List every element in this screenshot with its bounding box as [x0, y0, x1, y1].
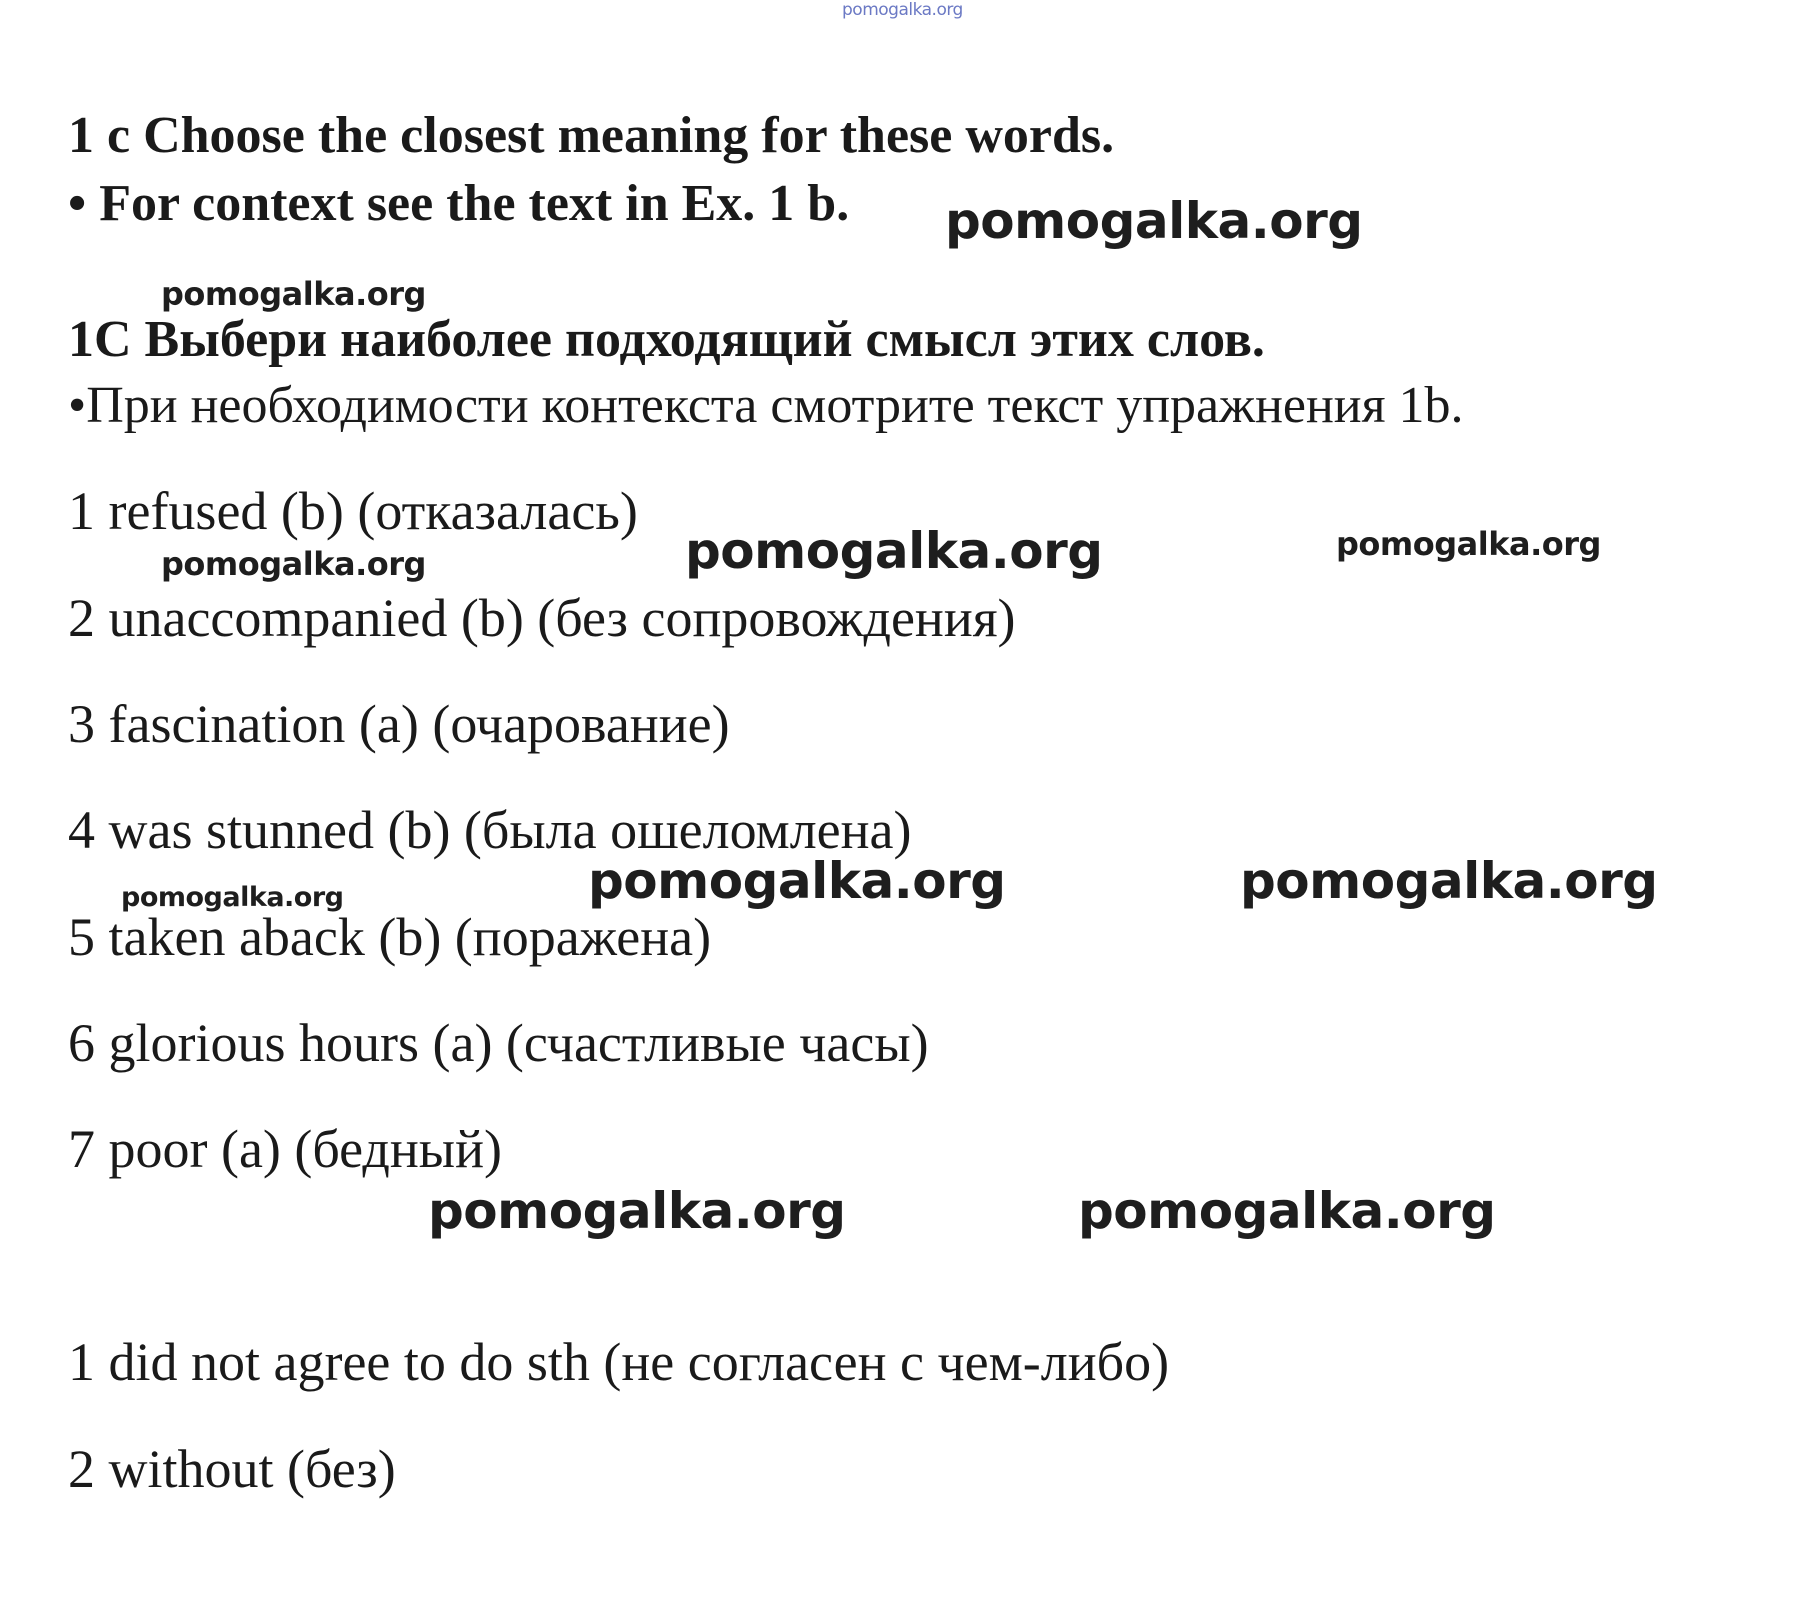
watermark: pomogalka.org	[428, 1182, 846, 1240]
watermark: pomogalka.org	[685, 522, 1103, 580]
exercise-title-ru: 1С Выбери наиболее подходящий смысл этих слов.	[68, 311, 1265, 368]
answer-item-7: 7 poor (a) (бедный)	[68, 1119, 502, 1179]
watermark-top: pomogalka.org	[842, 0, 963, 20]
watermark: pomogalka.org	[161, 275, 426, 313]
watermark: pomogalka.org	[1240, 852, 1658, 910]
answer-item-2: 2 unaccompanied (b) (без сопровождения)	[68, 588, 1016, 648]
answer-item-5: 5 taken aback (b) (поражена)	[68, 907, 712, 967]
exercise-subtitle-en: • For context see the text in Ex. 1 b.	[68, 175, 850, 232]
watermark: pomogalka.org	[1078, 1182, 1496, 1240]
answer-item-4: 4 was stunned (b) (была ошеломлена)	[68, 800, 912, 860]
exercise-title-en: 1 c Choose the closest meaning for these words.	[68, 107, 1115, 164]
answer-item-6: 6 glorious hours (a) (счастливые часы)	[68, 1013, 929, 1073]
watermark: pomogalka.org	[161, 545, 426, 583]
definition-item-2: 2 without (без)	[68, 1439, 396, 1499]
answer-item-1: 1 refused (b) (отказалась)	[68, 481, 638, 541]
watermark: pomogalka.org	[588, 852, 1006, 910]
watermark: pomogalka.org	[121, 882, 344, 913]
answer-item-3: 3 fascination (a) (очарование)	[68, 694, 730, 754]
exercise-subtitle-ru: •При необходимости контекста смотрите текст упражнения 1b.	[68, 377, 1464, 434]
watermark: pomogalka.org	[1336, 525, 1601, 563]
definition-item-1: 1 did not agree to do sth (не согласен с чем-либо)	[68, 1332, 1170, 1392]
watermark: pomogalka.org	[945, 192, 1363, 250]
